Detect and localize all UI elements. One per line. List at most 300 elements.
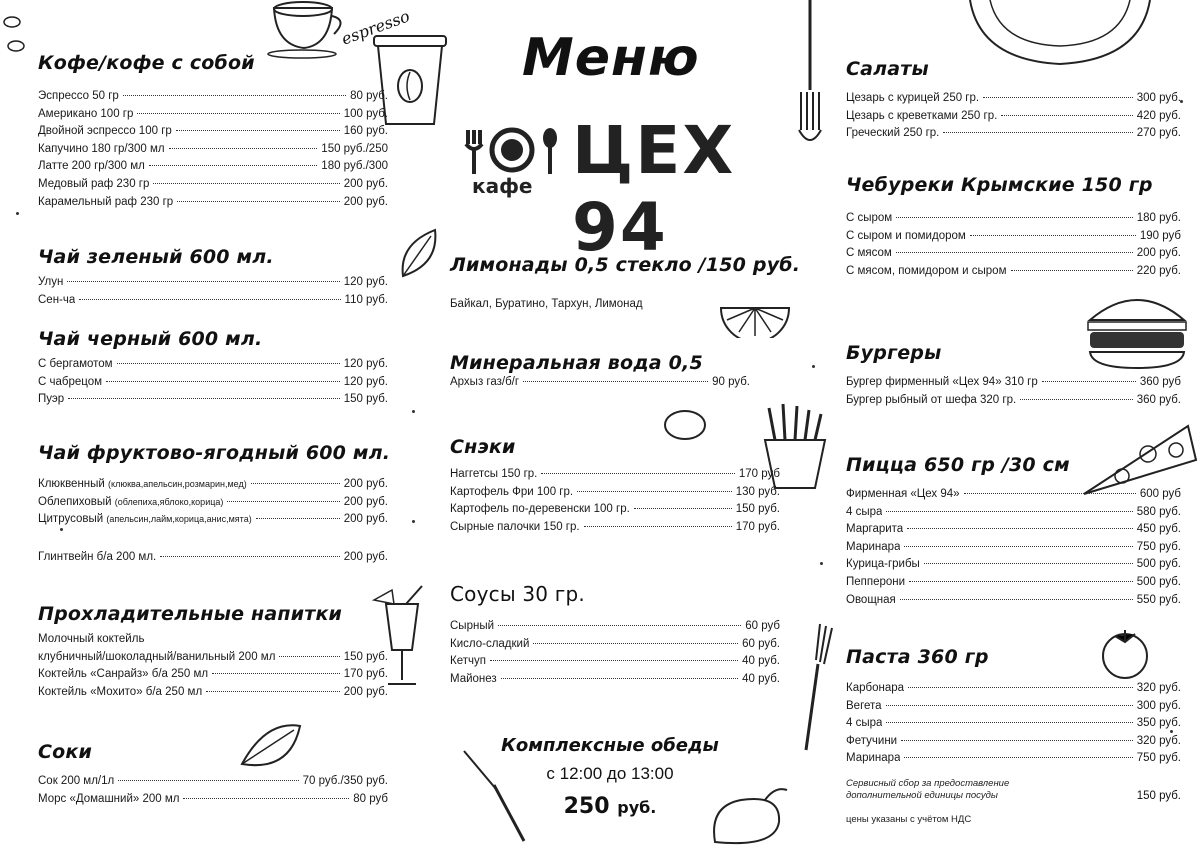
item-name [846,392,1016,410]
decor-dot [820,562,823,565]
item-price: 60 руб. [742,637,780,650]
item-title: Карамельный раф 230 гр [38,195,174,208]
item-title: Коктейль «Санрайз» б/а 250 мл [38,668,209,681]
item-price: 320 руб. [1136,734,1181,747]
item-price: 300 руб. [1136,92,1181,104]
espresso-script: espresso [338,6,413,49]
item-title: Бургер рыбный от шефа 320 гр. [846,393,1017,406]
item-price: 170 руб. [735,520,780,533]
menu-item-row [38,684,388,702]
item-title: Коктейль «Мохито» б/а 250 мл [38,685,203,698]
item-price: 120 руб. [343,276,388,288]
item-title: Эспрессо 50 гр [38,90,119,102]
item-price: 150 руб./250 [321,142,388,155]
section-fruit-tea [38,442,391,566]
item-note: (клюква,апельсин,розмарин,мед) [108,479,247,489]
section-snacks [450,436,780,536]
item-price: 500 руб. [1136,558,1181,571]
dot-leader [212,673,340,674]
item-title: Маринара [846,752,901,765]
item-price: 200 руб. [343,685,388,698]
menu-item-row [450,466,780,484]
menu-item-row [450,671,780,689]
item-price: 550 руб. [1136,593,1181,606]
menu-item-row [846,574,1181,592]
menu-item-row [846,521,1181,539]
item-name [38,106,133,124]
fork-icon [795,0,825,200]
menu-item-row [38,106,388,124]
item-title: Цезарь с креветками 250 гр. [846,109,998,122]
item-price: 120 руб. [343,375,388,388]
item-price: 200 руб. [343,513,388,526]
item-price: 170 руб. [343,668,388,681]
item-name [846,521,903,539]
dot-leader [886,511,1132,512]
item-title: С сыром [846,212,893,224]
service-fee-row [846,778,1181,802]
section-title: Соки [38,741,93,763]
dot-leader [501,678,738,679]
menu-item-row [450,519,780,537]
item-name [38,274,63,292]
menu-item-row [846,374,1181,392]
section-title: Минеральная вода 0,5 [450,352,703,374]
item-price: 600 руб [1139,488,1181,500]
price-value: 250 [563,794,610,819]
item-title: Бургер фирменный «Цех 94» 310 гр [846,376,1038,388]
item-name [846,504,882,522]
dot-leader [153,183,339,184]
section-title: Пицца 650 гр /30 см [846,454,1070,476]
item-price: 220 руб. [1136,264,1181,277]
item-title: С бергамотом [38,358,113,370]
menu-item-row [38,791,388,809]
item-note: (облепиха,яблоко,корица) [114,496,224,507]
item-name [846,733,897,751]
section-title: Чай фруктово-ягодный 600 мл. [38,442,391,464]
dot-leader [251,483,340,484]
section-black-tea [38,328,388,409]
item-name [450,501,630,519]
item-title: Сырный [450,620,495,632]
dot-leader [584,526,732,527]
item-name [846,486,960,504]
item-price: 750 руб. [1136,540,1181,553]
cafe-logo [462,112,762,266]
menu-item-row [846,210,1181,228]
item-title: Американо 100 гр [38,107,134,120]
dot-leader [169,148,318,149]
dot-leader [490,660,738,661]
item-name [450,466,537,484]
section-juices [38,741,388,808]
dot-leader [183,798,349,799]
item-price: 360 руб. [1136,393,1181,406]
item-title: Кетчуп [450,655,486,668]
dot-leader [106,381,340,382]
item-name [38,684,202,702]
menu-item-row [450,618,780,636]
dot-leader [896,252,1133,253]
item-title: клубничный/шоколадный/ванильный 200 мл [38,650,276,663]
dot-leader [634,508,732,509]
section-title: Чай зеленый 600 мл. [38,246,274,268]
item-price: 170 руб [738,468,780,480]
menu-item-row [450,653,780,671]
section-title: Лимонады 0,5 стекло /150 руб. [450,254,801,276]
item-title: Сок 200 мл/1л [38,775,115,787]
item-title: Курица-грибы [846,558,920,571]
dot-leader [900,599,1133,600]
item-name [38,476,247,494]
dot-leader [983,97,1133,98]
section-title: Прохладительные напитки [38,603,343,625]
item-name [846,539,900,557]
item-name [450,484,573,502]
item-title: 4 сыра [846,505,883,518]
item-price: 360 руб [1139,376,1181,388]
menu-item-row [450,484,780,502]
item-name [846,125,939,143]
dot-leader [149,165,317,166]
coffee-beans-icon [0,10,30,60]
item-title: Наггетсы 150 гр. [450,468,538,480]
item-title: Маринара [846,540,901,553]
item-name [846,750,900,768]
item-title: Клюквенный [38,478,105,490]
item-title: Маргарита [846,523,904,536]
item-price: 500 руб. [1136,575,1181,588]
item-title: Улун [38,276,64,288]
menu-item-row [846,539,1181,557]
item-name [38,391,64,409]
dot-leader [176,130,340,131]
item-price: 270 руб. [1136,127,1181,140]
item-name: Молочный коктейль [38,633,145,645]
item-price: 40 руб. [742,655,780,668]
item-name [846,715,882,733]
item-price: 80 руб [353,792,388,805]
menu-item-row [38,476,388,494]
item-name [38,374,102,392]
section-title: Салаты [846,58,929,80]
item-price: 80 руб. [350,90,388,102]
item-name [846,374,1038,392]
complex-lunch-hours: с 12:00 до 13:00 [546,764,674,783]
menu-item-row [846,680,1181,698]
menu-item-row [38,292,388,310]
item-price: 120 руб. [343,358,388,370]
fork-icon [800,622,840,752]
item-name [38,356,113,374]
section-title: Бургеры [846,342,942,364]
section-title: Соусы 30 гр. [450,582,585,606]
item-price: 150 руб. [343,393,388,406]
item-price: 200 руб. [343,495,388,508]
item-title: Пепперони [846,575,906,588]
item-price: 90 руб. [712,376,750,388]
item-title: Фирменная «Цех 94» [846,488,960,500]
dot-leader [943,132,1132,133]
service-fee-price: 150 руб. [1136,789,1181,802]
menu-item-row [846,715,1181,733]
item-title: С сыром и помидором [846,229,966,242]
menu-item-row [846,245,1181,263]
item-name [450,636,529,654]
menu-item-row [38,773,388,791]
item-price: 130 руб. [735,485,780,498]
item-title: Вегета [846,699,882,712]
item-name [38,176,149,194]
item-price: 200 руб. [343,550,388,563]
item-price: 100 руб. [343,107,388,120]
section-burgers [846,342,1181,409]
service-fee-line: дополнительной единицы посуды [846,789,998,801]
dot-leader [904,757,1132,758]
item-price: 200 руб. [343,195,388,208]
menu-item-row [846,556,1181,574]
menu-item-row [846,750,1181,768]
item-name [846,228,966,246]
item-price: 320 руб. [1136,682,1181,694]
item-price: 200 руб. [343,177,388,190]
decor-dot [812,365,815,368]
item-name [846,108,997,126]
service-fee-line: Сервисный сбор за предоставление [846,777,1010,789]
dot-leader [118,780,298,781]
dot-leader [533,643,738,644]
dot-leader [206,691,340,692]
menu-item-row [38,274,388,292]
menu-item-row [38,88,388,106]
cafe-name: ЦЕХ 94 [572,112,736,266]
item-price: 350 руб. [1136,717,1181,730]
item-name [38,88,119,106]
dot-leader [577,491,732,492]
item-price: 190 руб [1139,229,1181,242]
item-name [38,666,208,684]
item-name [38,791,179,809]
dot-leader [256,518,340,519]
section-pasta [846,646,1181,825]
dot-leader [117,363,340,364]
item-title: С чабрецом [38,375,103,388]
section-cold-drinks [38,603,388,701]
decor-dot [16,212,19,215]
dot-leader [137,113,339,114]
item-price: 750 руб. [1136,752,1181,765]
dot-leader [227,501,339,502]
menu-item-row [38,494,388,512]
dot-leader [1020,399,1133,400]
item-title: Картофель по-деревенски 100 гр. [450,503,630,516]
item-title: Цитрусовый [38,513,104,526]
menu-item-row [846,392,1181,410]
dot-leader [896,217,1132,218]
menu-item-row [846,504,1181,522]
dot-leader [1042,381,1136,382]
menu-item-row [38,511,388,529]
section-lemonades [450,254,801,314]
dot-leader [886,722,1132,723]
item-price: 160 руб. [343,125,388,138]
menu-item-row [38,549,388,567]
item-title: Двойной эспрессо 100 гр [38,125,172,138]
menu-item-row [38,666,388,684]
item-name [38,773,114,791]
menu-item-row [38,374,388,392]
menu-item-row [38,194,388,212]
section-title: Снэки [450,436,516,458]
decor-dot [412,520,415,523]
item-title: Карбонара [846,682,905,694]
item-name [450,374,519,392]
item-name [846,90,979,108]
item-name [846,210,892,228]
item-name [846,574,905,592]
item-name [38,141,165,159]
item-title: Облепиховый [38,495,112,508]
dot-leader [904,546,1132,547]
item-name [38,292,75,310]
item-name [846,263,1007,281]
menu-item-row [846,108,1181,126]
item-title: Морс «Домашний» 200 мл [38,792,180,805]
dot-leader [924,563,1133,564]
dot-leader [123,95,346,96]
item-name [450,671,497,689]
item-name [38,123,172,141]
item-title: Фетучини [846,734,898,747]
item-price: 40 руб. [742,672,780,685]
lemonade-list: Байкал, Буратино, Тархун, Лимонад [450,298,643,310]
section-sauces [450,582,780,688]
item-name [38,511,252,529]
leaf-icon [395,224,445,284]
item-title: 4 сыра [846,717,883,730]
decor-dot [412,410,415,413]
item-title: Овощная [846,593,896,606]
dot-leader [523,381,708,382]
item-price: 420 руб. [1136,109,1181,122]
menu-item-row [846,263,1181,281]
dot-leader [909,581,1133,582]
item-title: Греческий 250 гр. [846,127,940,140]
menu-item-row [450,374,750,392]
menu-item-row [846,90,1181,108]
item-title: Медовый раф 230 гр [38,177,150,190]
item-price: 60 руб [745,620,780,632]
item-name [38,649,275,667]
item-price: 70 руб./350 руб. [302,775,388,787]
dot-leader [1001,115,1132,116]
dot-leader [541,473,735,474]
item-name [846,245,892,263]
item-price: 180 руб. [1136,212,1181,224]
item-title: С мясом [846,247,892,260]
menu-item-row [846,698,1181,716]
item-note: (апельсин,лайм,корица,анис,мята) [106,514,252,525]
item-price: 180 руб./300 [321,160,388,173]
dot-leader [160,556,339,557]
vat-note: цены указаны с учётом НДС [846,813,972,825]
item-name [38,158,145,176]
item-name [846,698,882,716]
item-title: Пуэр [38,393,65,406]
complex-lunch-title: Комплексные обеды [501,735,719,756]
item-title: Капучино 180 гр/300 мл [38,142,165,155]
menu-item-row [846,125,1181,143]
menu-item-row [846,733,1181,751]
item-price: 200 руб. [343,478,388,490]
menu-item-row [846,592,1181,610]
section-green-tea [38,246,388,309]
page-title: Меню [522,28,700,88]
menu-item-row [38,158,388,176]
section-mineral-water [450,352,780,392]
item-title: Цезарь с курицей 250 гр. [846,92,980,104]
complex-lunch-price [450,794,770,819]
item-name [450,653,486,671]
menu-item-row [38,176,388,194]
section-title: Чебуреки Крымские 150 гр [846,174,1153,196]
item-name [38,194,173,212]
item-title: Архыз газ/б/г [450,376,520,388]
section-title: Кофе/кофе с собой [38,52,255,74]
item-price: 150 руб. [343,650,388,663]
dot-leader [79,299,340,300]
item-price: 300 руб. [1136,699,1181,712]
item-price: 200 руб. [1136,247,1181,260]
section-salads [846,58,1181,143]
item-name [846,592,896,610]
complex-lunch-block [450,735,770,819]
item-name: Глинтвейн б/а 200 мл. [38,550,157,563]
dot-leader [901,740,1133,741]
dot-leader [498,625,741,626]
item-title: Сен-ча [38,293,76,306]
section-chebureki [846,174,1181,280]
section-title: Паста 360 гр [846,646,989,668]
item-name [846,556,920,574]
menu-item-row [38,356,388,374]
dot-leader [964,493,1136,494]
item-price: 150 руб. [735,503,780,516]
item-title: С мясом, помидором и сыром [846,264,1007,277]
dot-leader [177,201,340,202]
menu-item-row [450,636,780,654]
section-coffee [38,52,388,211]
dot-leader [279,656,339,657]
dot-leader [908,687,1133,688]
menu-item-row [450,501,780,519]
item-title: Латте 200 гр/300 мл [38,160,145,173]
item-price: 580 руб. [1136,505,1181,518]
dot-leader [886,705,1133,706]
menu-item-row [846,486,1181,504]
item-title: Кисло-сладкий [450,637,530,650]
item-name [450,618,494,636]
cutlery-plate-icon [462,126,562,176]
cafe-subtitle: кафе [472,174,533,198]
item-name [450,519,580,537]
item-name [38,494,223,512]
menu-item-row [38,649,388,667]
menu-item-row [38,141,388,159]
dot-leader [907,528,1132,529]
dot-leader [970,235,1136,236]
